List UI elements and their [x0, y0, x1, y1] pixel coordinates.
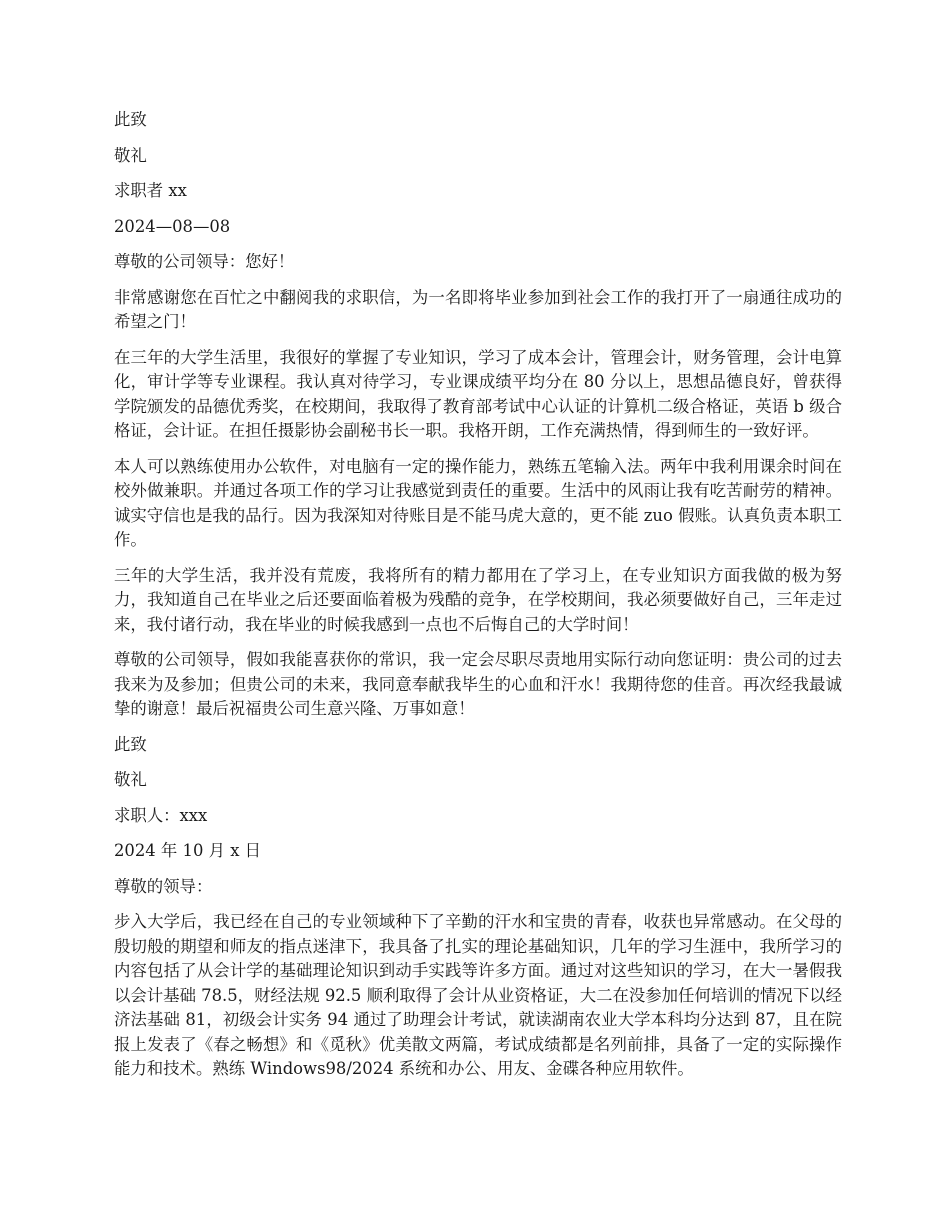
document-page	[114, 108, 842, 1093]
letter2-salute: 敬礼	[114, 770, 147, 789]
letter2-paragraph: 尊敬的公司领导，假如我能喜获你的常识，我一定会尽职尽责地用实际行动向您证明：贵公司的过去我来为及参加；但贵公司的未来，我同意奉献我毕生的心血和汗水！我期待您的佳音。再次经我最诚挚的谢意！最后祝福贵公司生意兴隆、万事如意！	[114, 650, 842, 718]
letter1-date: 2024—08—08	[114, 216, 231, 236]
letter3-paragraph: 步入大学后，我已经在自己的专业领域种下了辛勤的汗水和宝贵的青春，收获也异常感动。在父母的殷切般的期望和师友的指点迷津下，我具备了扎实的理论基础知识，几年的学习生涯中，我所学习的内容包括了从会计学的基础理论知识到动手实践等许多方面。通过对这些知识的学习，在大一暑假我以会计基础 78.5，财经法规 92.5 顺利取得了会计从业资格证，大二在没参加任何培训的情况下以经济法基础 81，初级会计实务 94 通过了助理会计考试，就读湖南农业大学本科均分达到 87，且在院报上发表了《春之畅想》和《觅秋》优美散文两篇，考试成绩都是名列前排，具备了一定的实际操作能力和技术。熟练 Windows98/2024 系统和办公、用友、金碟各种应用软件。	[114, 912, 842, 1078]
letter1-closing: 此致	[114, 110, 147, 129]
letter2-date: 2024 年 10 月 x 日	[114, 841, 262, 860]
letter1-signature: 求职者 xx	[114, 181, 187, 200]
letter2-paragraph: 在三年的大学生活里，我很好的掌握了专业知识，学习了成本会计，管理会计，财务管理，会计电算化，审计学等专业课程。我认真对待学习，专业课成绩平均分在 80 分以上，思想品德良好，曾获得学院颁发的品德优秀奖，在校期间，我取得了教育部考试中心认证的计算机二级合格证，英语 b 级合格证，会计证。在担任摄影协会副秘书长一职。我格开朗，工作充满热情，得到师生的一致好评。	[114, 347, 842, 440]
letter2-paragraph: 本人可以熟练使用办公软件，对电脑有一定的操作能力，熟练五笔输入法。两年中我利用课余时间在校外做兼职。并通过各项工作的学习让我感觉到责任的重要。生活中的风雨让我有吃苦耐劳的精神。诚实守信也是我的品行。因为我深知对待账目是不能马虎大意的，更不能 zuo 假账。认真负责本职工作。	[114, 456, 842, 549]
letter1-salute: 敬礼	[114, 145, 147, 165]
letter2-greeting: 尊敬的公司领导：您好！	[114, 252, 295, 271]
letter2-paragraph: 三年的大学生活，我并没有荒废，我将所有的精力都用在了学习上，在专业知识方面我做的极为努力，我知道自己在毕业之后还要面临着极为残酷的竞争，在学校期间，我必须要做好自己，三年走过来，我付诸行动，我在毕业的时候我感到一点也不后悔自己的大学时间！	[114, 565, 842, 634]
letter2-signature: 求职人：xxx	[114, 805, 208, 825]
letter2-closing: 此致	[114, 734, 147, 754]
letter3-greeting: 尊敬的领导：	[114, 876, 213, 896]
letter2-paragraph: 非常感谢您在百忙之中翻阅我的求职信，为一名即将毕业参加到社会工作的我打开了一扇通往成功的希望之门！	[114, 287, 842, 331]
